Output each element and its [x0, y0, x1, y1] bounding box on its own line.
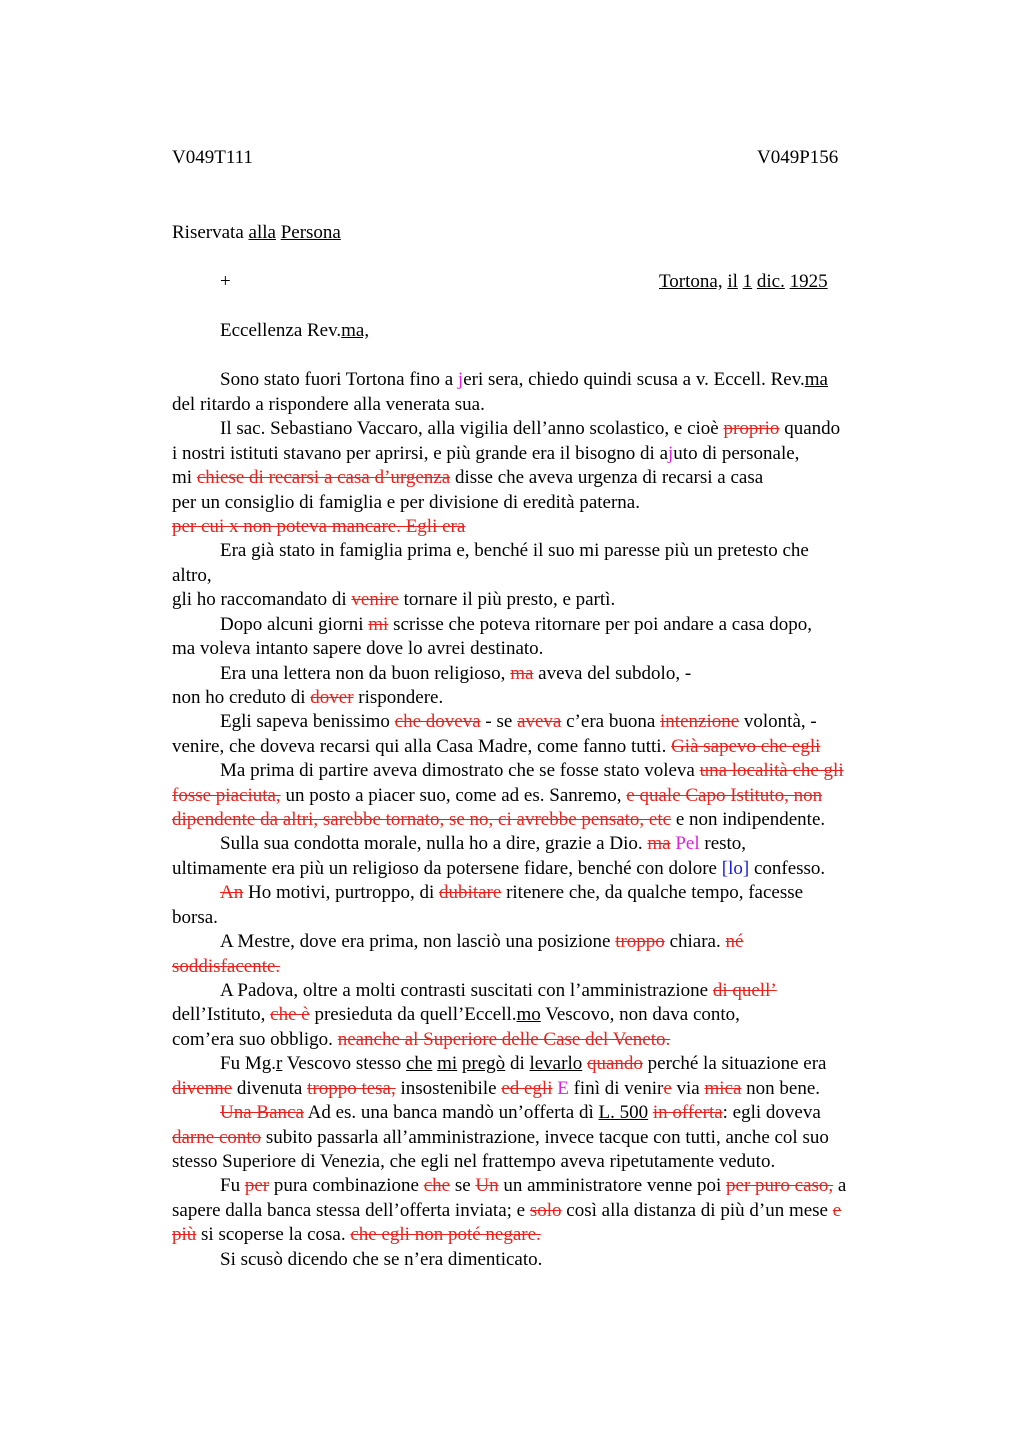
- text-line: A Mestre, dove era prima, non lasciò una posizione troppo chiara. né: [220, 931, 744, 952]
- text-line: Era una lettera non da buon religioso, ma aveva del subdolo, -: [220, 663, 692, 684]
- text-line: Fu Mg.r Vescovo stesso che mi pregò di levarlo quando perché la situazione era: [220, 1053, 827, 1074]
- text-line: com’era suo obbligo. neanche al Superiore delle Case del Veneto.: [172, 1029, 671, 1050]
- archive-code-right: V049P156: [757, 147, 839, 168]
- text-line: altro,: [172, 565, 212, 586]
- text-line: più si scoperse la cosa. che egli non poté negare.: [172, 1224, 541, 1245]
- text-line: gli ho raccomandato di venire tornare il più presto, e partì.: [172, 589, 616, 610]
- text-line: ma voleva intanto sapere dove lo avrei destinato.: [172, 638, 544, 659]
- text-line: Una Banca Ad es. una banca mandò un’offerta dì L. 500 in offerta: egli doveva: [220, 1102, 821, 1123]
- text-line: venire, che doveva recarsi qui alla Casa Madre, come fanno tutti. Già sapevo che egli: [172, 736, 821, 757]
- text-line: Il sac. Sebastiano Vaccaro, alla vigilia dell’anno scolastico, e cioè proprio quando: [220, 418, 841, 439]
- text-line: Era già stato in famiglia prima e, benché il suo mi paresse più un pretesto che: [220, 540, 809, 561]
- text-line: Ma prima di partire aveva dimostrato che se fosse stato voleva una località che gli: [220, 760, 844, 781]
- text-line: ultimamente era più un religioso da potersene fidare, benché con dolore [lo] confesso.: [172, 858, 826, 879]
- text-line: A Padova, oltre a molti contrasti suscitati con l’amministrazione di quell’: [220, 980, 777, 1001]
- text-line: dipendente da altri, sarebbe tornato, se no, ci avrebbe pensato, etc e non indipendente.: [172, 809, 826, 830]
- text-line: dell’Istituto, che è presieduta da quell’Eccell.mo Vescovo, non dava conto,: [172, 1004, 740, 1025]
- text-line: Egli sapeva benissimo che doveva - se aveva c’era buona intenzione volontà, -: [220, 711, 817, 732]
- text-line: per cui x non poteva mancare. Egli era: [172, 516, 466, 537]
- text-line: Sono stato fuori Tortona fino a jeri sera, chiedo quindi scusa a v. Eccell. Rev.ma: [220, 369, 828, 390]
- text-line: Dopo alcuni giorni mi scrisse che poteva ritornare per poi andare a casa dopo,: [220, 614, 812, 635]
- text-line: fosse piaciuta, un posto a piacer suo, come ad es. Sanremo, e quale Capo Istituto, non: [172, 785, 823, 806]
- confidential-note: Riservata alla Persona: [172, 222, 341, 243]
- text-line: stesso Superiore di Venezia, che egli nel frattempo aveva ripetutamente veduto.: [172, 1151, 776, 1172]
- text-line: del ritardo a rispondere alla venerata sua.: [172, 394, 485, 415]
- cross-mark: +: [220, 271, 231, 292]
- text-line: sapere dalla banca stessa dell’offerta inviata; e solo così alla distanza di più d’un mese e: [172, 1200, 842, 1221]
- text-line: Fu per pura combinazione che se Un un amministratore venne poi per puro caso, a: [220, 1175, 847, 1196]
- text-line: i nostri istituti stavano per aprirsi, e più grande era il bisogno di ajuto di personale,: [172, 443, 800, 464]
- text-line: Si scusò dicendo che se n’era dimenticato.: [220, 1249, 543, 1270]
- text-line: per un consiglio di famiglia e per divisione di eredità paterna.: [172, 492, 640, 513]
- text-line: darne conto subito passarla all’amministrazione, invece tacque con tutti, anche col suo: [172, 1127, 829, 1148]
- text-line: mi chiese di recarsi a casa d’urgenza disse che aveva urgenza di recarsi a casa: [172, 467, 764, 488]
- archive-code-left: V049T111: [172, 147, 253, 168]
- text-line: Sulla sua condotta morale, nulla ho a dire, grazie a Dio. ma Pel resto,: [220, 833, 747, 854]
- text-line: soddisfacente.: [172, 956, 281, 977]
- salutation: Eccellenza Rev.ma,: [220, 320, 370, 341]
- text-line: divenne divenuta troppo tesa, insostenibile ed egli E finì di venire via mica non bene.: [172, 1078, 821, 1099]
- text-line: borsa.: [172, 907, 218, 928]
- text-line: An Ho motivi, purtroppo, di dubitare ritenere che, da qualche tempo, facesse: [220, 882, 804, 903]
- place-date: Tortona, il 1 dic. 1925: [659, 271, 828, 292]
- text-line: non ho creduto di dover rispondere.: [172, 687, 444, 708]
